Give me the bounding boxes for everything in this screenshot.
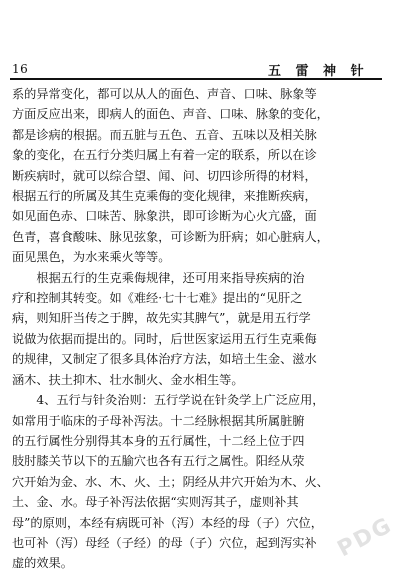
running-head-title: 五 雷 神 针	[268, 64, 369, 79]
page-number: 16	[12, 62, 29, 76]
paragraph-3: 4、五行与针灸治则：五行学说在针灸学上广泛应用， 如常用于临床的子母补泻法。十二经脉根据其所属脏腑 的五行属性分别得其本身的五行属性，十二经上位于四 肢肘膝关节以下的五腧穴也各有五行之属性。阳经从荥 穴开始为金、水、木、火、土；阴经从井穴开始为木、火、 土、金、水。母子补泻法依据“实则泻其子，虚则补其 母”的原则，本经有病既可补（泻）本经的母（子）穴位， 也可补（泻）母经（子经）的母（子）穴位，起到泻实补 虚的效果。	[12, 393, 329, 571]
body-text	[12, 84, 380, 574]
paragraph-2: 根据五行的生克乘侮规律，还可用来指导疾病的治 疗和控制其转变。如《难经·七十七难》提出的“见肝之 病，则知肝当传之于脾，故先实其脾气”，就是用五行学 说做为依据而提出的。同时，后世医家运用五行生克乘侮 的规律，又制定了很多具体治疗方法，如培土生金、滋水 涵木、扶土抑木、壮水制火、金水相生等。	[12, 270, 317, 387]
scan-watermark: PDG	[333, 512, 397, 563]
header-rule	[10, 78, 382, 80]
paragraph-1: 系的异常变化，都可以从人的面色、声音、口味、脉象等 方面反应出来，即病人的面色、声音、口味、脉象的变化， 都是诊病的根据。而五脏与五色、五音、五味以及相关脉 象的变化，在五行分类归属上有着一定的联系，所以在诊 断疾病时，就可以综合望、闻、问、切四诊所得的材料， 根据五行的所属及其生克乘侮的变化规律，来推断疾病， 如见面色赤、口味苦、脉象洪，即可诊断为心火亢盛，面 色青，喜食酸味、脉见弦象，可诊断为肝病；如心脏病人， 面见黑色，为水来乘火等等。	[12, 87, 329, 265]
